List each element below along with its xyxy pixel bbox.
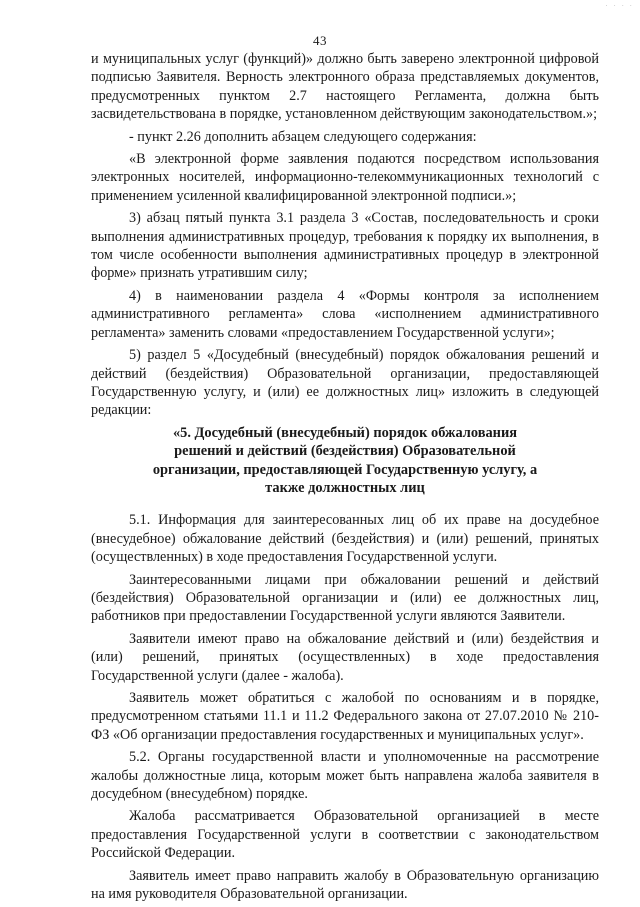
paragraph-item-3: 3) абзац пятый пункта 3.1 раздела 3 «Состав, последовательность и сроки выполнения административных процедур, требования к порядку их выполнения, в том числе особенности выполнения административных процедур в электронной форме» признать утратившим силу; [91,210,599,282]
document-body [91,50,599,907]
paragraph-interested-persons: Заинтересованными лицами при обжаловании решений и действий (бездействия) Образовательной организации и (или) ее должностных лиц, работников при предоставлении Государственной услуги являются Заявители. [91,571,599,625]
paragraph-right-to-appeal: Заявители имеют право на обжалование действий и (или) бездействия и (или) решений, принятых (осуществленных) в ходе предоставления Государственной услуги (далее - жалоба). [91,630,599,684]
paragraph-item-5: 5) раздел 5 «Досудебный (внесудебный) порядок обжалования решений и действий (бездействия) Образовательной организации, предоставляющей Государственную услугу, и (или) ее должностных лиц» изложить в следующей редакции: [91,347,599,419]
section-5-title [91,424,599,498]
paragraph-complaint-review: Жалоба рассматривается Образовательной организацией в месте предоставления Государственной услуги в соответствии с законодательством Российской Федерации. [91,808,599,862]
paragraph-item-2-26: - пункт 2.26 дополнить абзацем следующего содержания: [129,128,477,145]
paragraph-5-1: 5.1. Информация для заинтересованных лиц об их праве на досудебное (внесудебное) обжалование действий (бездействия) и (или) решений, принятых (осуществленных) в ходе предоставления Государственной услуги. [91,512,599,566]
section-title-line: также должностных лиц [265,479,425,496]
page-number: 43 [313,33,327,48]
paragraph-grounds-for-complaint: Заявитель может обратиться с жалобой по основаниям и в порядке, предусмотренном статьями 11.1 и 11.2 Федерального закона от 27.07.2010 № 210-ФЗ «Об организации предоставления государственных и муниципальных услуг». [91,690,599,743]
paragraph-complaint-addressee: Заявитель имеет право направить жалобу в Образовательную организацию на имя руководителя Образовательной организации. [91,867,599,903]
section-title-line: решений и действий (бездействия) Образовательной [174,443,516,460]
scan-corner-mark: · · · · [605,2,634,10]
paragraph-electronic-form-quote: «В электронной форме заявления подаются посредством использования электронных носителей, информационно-телекоммуникационных технологий с применением усиленной квалифицированной электронной подписи.»; [91,151,599,204]
section-title-line: «5. Досудебный (внесудебный) порядок обжалования [172,424,518,441]
paragraph-item-4: 4) в наименовании раздела 4 «Формы контроля за исполнением административного регламента» слова «исполнением административного регламента» заменить словами «предоставлением Государственной услуги»; [91,287,599,341]
paragraph-5-2: 5.2. Органы государственной власти и уполномоченные на рассмотрение жалобы должностные лица, которым может быть направлена жалоба заявителя в досудебном (внесудебном) порядке. [91,749,599,803]
paragraph-signature-requirement: и муниципальных услуг (функций)» должно быть заверено электронной цифровой подписью Заявителя. Верность электронного образа представляемых документов, предусмотренных пунктом 2.7 настоящего Регламента, должна быть засвидетельствована в порядке, установленном действующим законодательством.»; [91,51,599,123]
section-title-line: организации, предоставляющей Государственную услугу, а [152,461,538,478]
